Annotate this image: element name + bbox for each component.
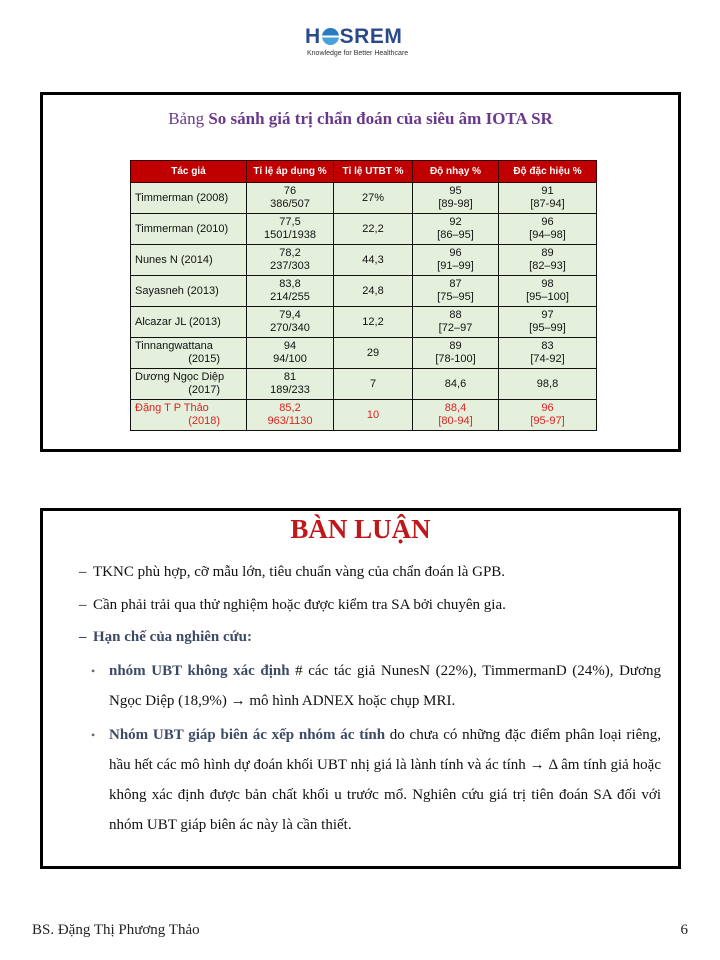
cell-apply-rate: 79,4 270/340 [247,307,334,338]
discussion-frame [40,508,681,869]
table-row [131,369,597,400]
cell-utbt-rate: 24,8 [334,276,413,307]
logo-tagline: Knowledge for Better Healthcare [307,50,409,57]
table-row [131,307,597,338]
cell-author: Sayasneh (2013) [131,276,247,307]
table-row [131,214,597,245]
bullet-icon: • [91,664,96,678]
cell-apply-rate: 77,5 1501/1938 [247,214,334,245]
footer-author: BS. Đặng Thị Phương Thảo [32,922,200,938]
cell-author: Tinnangwattana (2015) [131,338,247,369]
cell-sensitivity: 92 [86–95] [413,214,499,245]
cell-specificity: 98 [95–100] [499,276,597,307]
cell-utbt-rate: 7 [334,369,413,400]
cell-apply-rate: 85,2 963/1130 [247,400,334,431]
table-row [131,400,597,431]
cell-author: Nunes N (2014) [131,245,247,276]
cell-author: Timmerman (2008) [131,183,247,214]
cell-specificity: 89 [82–93] [499,245,597,276]
cell-author: Đặng T P Thảo (2018) [131,400,247,431]
col-specificity: Độ đặc hiệu % [499,161,597,183]
cell-utbt-rate: 22,2 [334,214,413,245]
col-author: Tác giả [131,161,247,183]
page-number: 6 [680,922,688,938]
logo-globe-icon [322,28,339,45]
cell-apply-rate: 76 386/507 [247,183,334,214]
cell-author: Dương Ngọc Diệp (2017) [131,369,247,400]
discussion-point-2: – Cần phải trải qua thử nghiệm hoặc được kiểm tra SA bởi chuyên gia. [79,597,506,613]
cell-utbt-rate: 27% [334,183,413,214]
cell-utbt-rate: 12,2 [334,307,413,338]
cell-specificity: 91 [87-94] [499,183,597,214]
table-row [131,183,597,214]
col-sensitivity: Độ nhạy % [413,161,499,183]
table-row [131,245,597,276]
table-row [131,276,597,307]
limitation-bullet-2: • Nhóm UBT giáp biên ác xếp nhóm ác tính do chưa có những đặc điểm phân loại riêng, hầu hết các mô hình dự đoán khối UBT nhị giá là lành tính và ác tính → Δ âm tính giả hoặc không xác định được bản chất khối u trước mổ. Nghiên cứu giá trị tiên đoán SA đối với nhóm UBT giáp biên ác này là cần thiết. [91,720,661,840]
logo-wordmark: H SREM [305,25,403,48]
bullet-icon: • [91,728,96,742]
discussion-title: BÀN LUẬN [290,514,431,544]
cell-sensitivity: 89 [78-100] [413,338,499,369]
table-frame [40,92,681,452]
cell-sensitivity: 88 [72–97 [413,307,499,338]
discussion-point-1: – TKNC phù hợp, cỡ mẫu lớn, tiêu chuẩn vàng của chẩn đoán là GPB. [79,564,506,580]
cell-apply-rate: 81 189/233 [247,369,334,400]
cell-author: Timmerman (2010) [131,214,247,245]
cell-sensitivity: 87 [75–95] [413,276,499,307]
cell-sensitivity: 96 [91–99] [413,245,499,276]
hosrem-logo [305,26,417,62]
cell-specificity: 97 [95–99] [499,307,597,338]
comparison-table [130,160,597,431]
cell-sensitivity: 88,4 [80-94] [413,400,499,431]
cell-sensitivity: 95 [89-98] [413,183,499,214]
cell-apply-rate: 94 94/100 [247,338,334,369]
cell-utbt-rate: 44,3 [334,245,413,276]
cell-specificity: 96 [94–98] [499,214,597,245]
limitation-bullet-1: • nhóm UBT không xác định # các tác giả NunesN (22%), TimmermanD (24%), Dương Ngọc Diệp (18,9%) → mô hình ADNEX hoặc chụp MRI. [91,656,661,716]
cell-utbt-rate: 29 [334,338,413,369]
cell-utbt-rate: 10 [334,400,413,431]
cell-apply-rate: 83,8 214/255 [247,276,334,307]
cell-specificity: 83 [74-92] [499,338,597,369]
table-title: Bảng So sánh giá trị chẩn đoán của siêu âm IOTA SR [168,109,553,128]
table-row [131,338,597,369]
col-apply-rate: Tỉ lệ áp dụng % [247,161,334,183]
limitations-heading: – Hạn chế của nghiên cứu: [79,629,253,645]
col-utbt-rate: Tỉ lệ UTBT % [334,161,413,183]
cell-specificity: 98,8 [499,369,597,400]
cell-sensitivity: 84,6 [413,369,499,400]
table-header-row [131,161,597,183]
cell-specificity: 96 [95-97] [499,400,597,431]
cell-apply-rate: 78,2 237/303 [247,245,334,276]
cell-author: Alcazar JL (2013) [131,307,247,338]
